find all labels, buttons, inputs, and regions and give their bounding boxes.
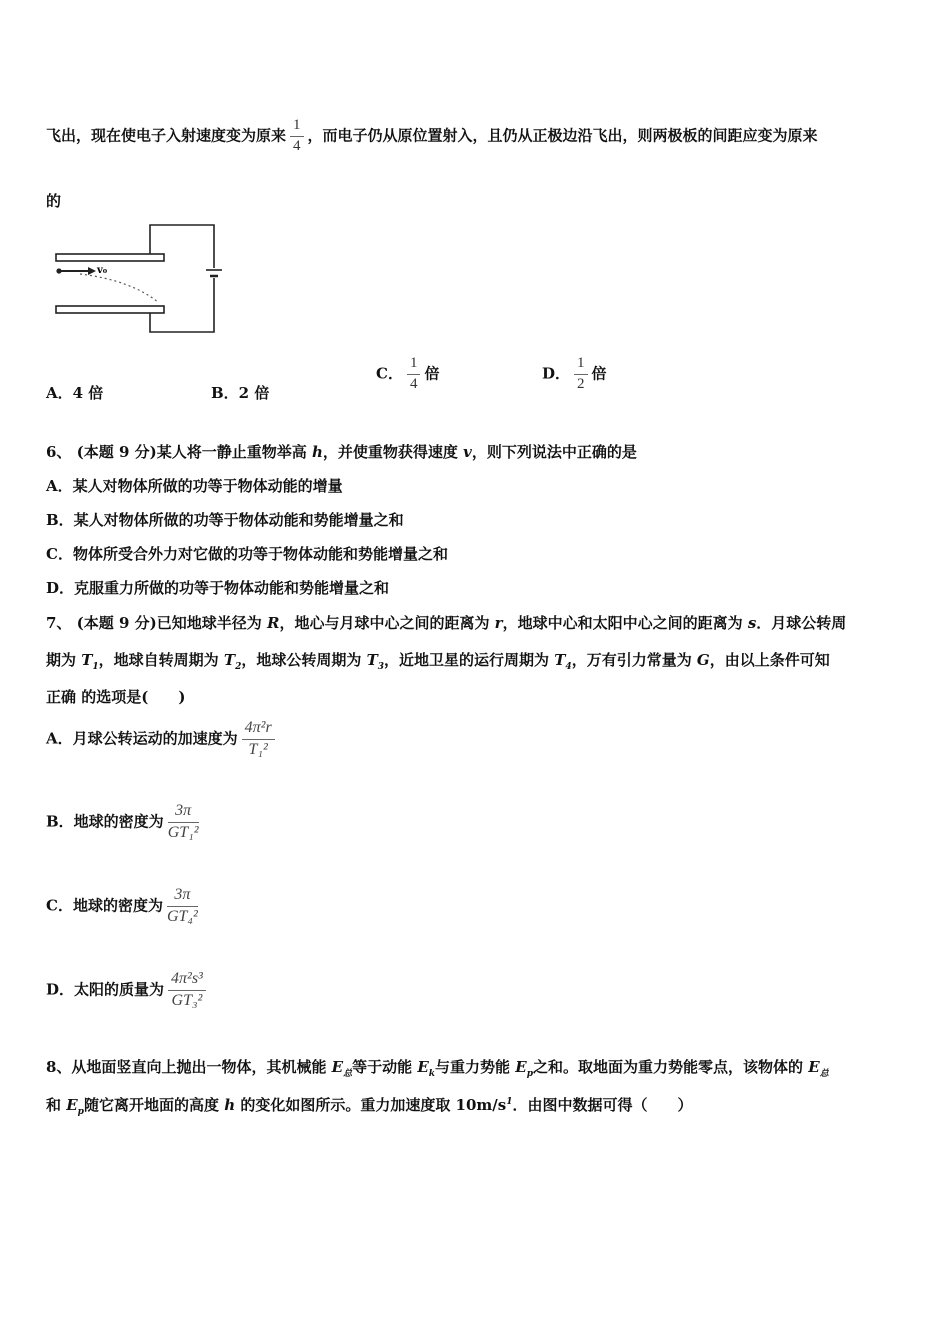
q5-option-d-den: 2 xyxy=(577,375,585,392)
q8-sub: k xyxy=(428,1069,436,1079)
q8-text: 之和。取地面为重力势能零点，该物体的 xyxy=(533,1058,809,1076)
q5-option-d-num: 1 xyxy=(574,356,588,375)
q5-line1 xyxy=(46,118,818,155)
q7-stem-line1 xyxy=(46,612,846,633)
q5-option-a[interactable]: A．4 倍 xyxy=(46,384,104,402)
q7-var-T4: T xyxy=(554,651,566,669)
q7-text: ，近地卫星的运行周期为 xyxy=(384,651,555,669)
q8-sup: 1 xyxy=(506,1097,513,1107)
q5-option-c[interactable] xyxy=(376,356,439,393)
lower-plate xyxy=(56,306,164,313)
q5-line1-pre: 飞出，现在使电子入射速度变为原来 xyxy=(46,126,287,145)
q7-option-c-text: C．地球的密度为 xyxy=(46,896,163,915)
q7-option-d-fraction xyxy=(168,971,206,1010)
q7-sub: 1 xyxy=(92,662,99,672)
q7-option-b-fraction xyxy=(168,803,199,842)
electron xyxy=(56,268,61,273)
q8-sub: 总 xyxy=(819,1069,829,1079)
q7-option-c-fraction xyxy=(167,887,198,926)
q8-var-h: h xyxy=(224,1096,236,1114)
q8-var-E: E xyxy=(417,1058,429,1076)
q7-var-G: G xyxy=(696,651,710,669)
q6-var-v: v xyxy=(463,443,472,461)
q8-sub: p xyxy=(526,1069,534,1079)
q7-text: ．月球公转周 xyxy=(756,614,847,632)
q5-option-b[interactable]: B．2 倍 xyxy=(211,384,270,402)
q5-frac-num: 1 xyxy=(290,118,304,137)
q6-option-c[interactable]: C．物体所受合外力对它做的功等于物体动能和势能增量之和 xyxy=(46,545,448,563)
q6-option-b[interactable]: B．某人对物体所做的功等于物体动能和势能增量之和 xyxy=(46,511,404,529)
q7-var-T3: T xyxy=(366,651,378,669)
q7-var-r: r xyxy=(494,614,503,632)
q8-text: 与重力势能 xyxy=(435,1058,516,1076)
q8-text: 和 xyxy=(46,1096,67,1114)
q5-option-c-fraction xyxy=(407,356,421,393)
q7-option-c-den: GT₄² xyxy=(166,907,198,925)
q7-option-d-den: GT₃² xyxy=(171,991,203,1009)
q7-text: ，地球中心和太阳中心之间的距离为 xyxy=(502,614,748,632)
q5-frac-den: 4 xyxy=(293,137,301,154)
q5-line2: 的 xyxy=(46,192,62,210)
q7-option-c-num: 3π xyxy=(167,887,198,907)
q8-text: 8、从地面竖直向上抛出一物体，其机械能 xyxy=(46,1058,332,1076)
q6-stem-post: ，则下列说法中正确的是 xyxy=(471,443,637,461)
q6-option-d[interactable]: D．克服重力所做的功等于物体动能和势能增量之和 xyxy=(46,579,390,597)
q7-option-a-fraction xyxy=(242,720,275,759)
q8-sub: 总 xyxy=(343,1069,353,1079)
q5-option-c-prefix: C． xyxy=(376,364,403,383)
q5-option-d[interactable] xyxy=(542,356,607,393)
q8-text: 随它离开地面的高度 xyxy=(83,1096,225,1114)
electron-trajectory xyxy=(80,274,158,302)
q7-text: ，地球自转周期为 xyxy=(98,651,224,669)
q8-var-E: E xyxy=(515,1058,527,1076)
q7-option-a-text: A．月球公转运动的加速度为 xyxy=(46,729,238,748)
q5-option-c-num: 1 xyxy=(407,356,421,375)
q5-option-d-suffix: 倍 xyxy=(591,364,607,383)
capacitor-diagram xyxy=(50,220,225,340)
q7-option-b-den: GT₁² xyxy=(167,823,199,841)
q7-sub: 2 xyxy=(235,662,242,672)
q8-stem-line1 xyxy=(46,1056,829,1079)
velocity-arrowhead xyxy=(88,267,96,275)
q8-text: 等于动能 xyxy=(352,1058,418,1076)
q8-sub: p xyxy=(77,1107,84,1117)
q7-option-b-text: B．地球的密度为 xyxy=(46,812,164,831)
q8-text: ．由图中数据可得（ ） xyxy=(512,1096,693,1114)
q7-text: ，地心与月球中心之间的距离为 xyxy=(279,614,495,632)
q7-sub: 4 xyxy=(565,662,572,672)
q8-text: 的变化如图所示。重力加速度取 10m/s xyxy=(235,1096,507,1114)
q7-option-d-text: D．太阳的质量为 xyxy=(46,980,165,999)
q5-option-c-suffix: 倍 xyxy=(424,364,440,383)
q7-stem-line2 xyxy=(46,649,830,672)
q5-option-d-prefix: D． xyxy=(542,364,571,383)
q5-option-d-fraction xyxy=(574,356,588,393)
q8-var-E: E xyxy=(331,1058,344,1076)
velocity-label: v₀ xyxy=(97,265,108,276)
q7-var-T2: T xyxy=(223,651,236,669)
q7-option-b-num: 3π xyxy=(168,803,199,823)
q7-var-s: s xyxy=(747,614,757,632)
q8-stem-line2 xyxy=(46,1094,693,1117)
q7-text: 7、 (本题 9 分)已知地球半径为 xyxy=(46,614,267,632)
q5-option-c-den: 4 xyxy=(409,375,418,392)
q7-stem-line3: 正确 的选项是( ) xyxy=(46,688,186,706)
q7-option-a-num: 4π²r xyxy=(242,720,275,740)
q7-option-d-num: 4π²s³ xyxy=(168,971,206,991)
q5-line1-post: ，而电子仍从原位置射入，且仍从正极边沿飞出，则两极板的间距应变为原来 xyxy=(307,126,818,145)
circuit-wire-bottom xyxy=(150,278,214,332)
q7-var-T1: T xyxy=(81,651,93,669)
q6-stem-mid: ，并使重物获得速度 xyxy=(322,443,464,461)
q7-option-a-den: T₁² xyxy=(248,740,268,758)
q7-option-a[interactable] xyxy=(46,720,279,759)
q7-option-c[interactable] xyxy=(46,887,202,926)
q5-fraction xyxy=(290,118,304,155)
q6-stem xyxy=(46,441,637,462)
q7-option-b[interactable] xyxy=(46,803,203,842)
q7-text: 期为 xyxy=(46,651,82,669)
q6-option-a[interactable]: A．某人对物体所做的功等于物体动能的增量 xyxy=(46,477,343,495)
q6-stem-pre: 6、 (本题 9 分)某人将一静止重物举高 xyxy=(46,443,312,461)
q7-text: ，万有引力常量为 xyxy=(571,651,697,669)
upper-plate xyxy=(56,254,164,261)
q7-option-d[interactable] xyxy=(46,971,210,1010)
q7-text: ，由以上条件可知 xyxy=(709,651,830,669)
q6-var-h: h xyxy=(311,443,323,461)
q8-var-E: E xyxy=(66,1096,78,1114)
q7-text: ，地球公转周期为 xyxy=(241,651,367,669)
q7-sub: 3 xyxy=(377,662,385,672)
q8-var-E: E xyxy=(808,1058,820,1076)
q7-var-R: R xyxy=(266,614,280,632)
